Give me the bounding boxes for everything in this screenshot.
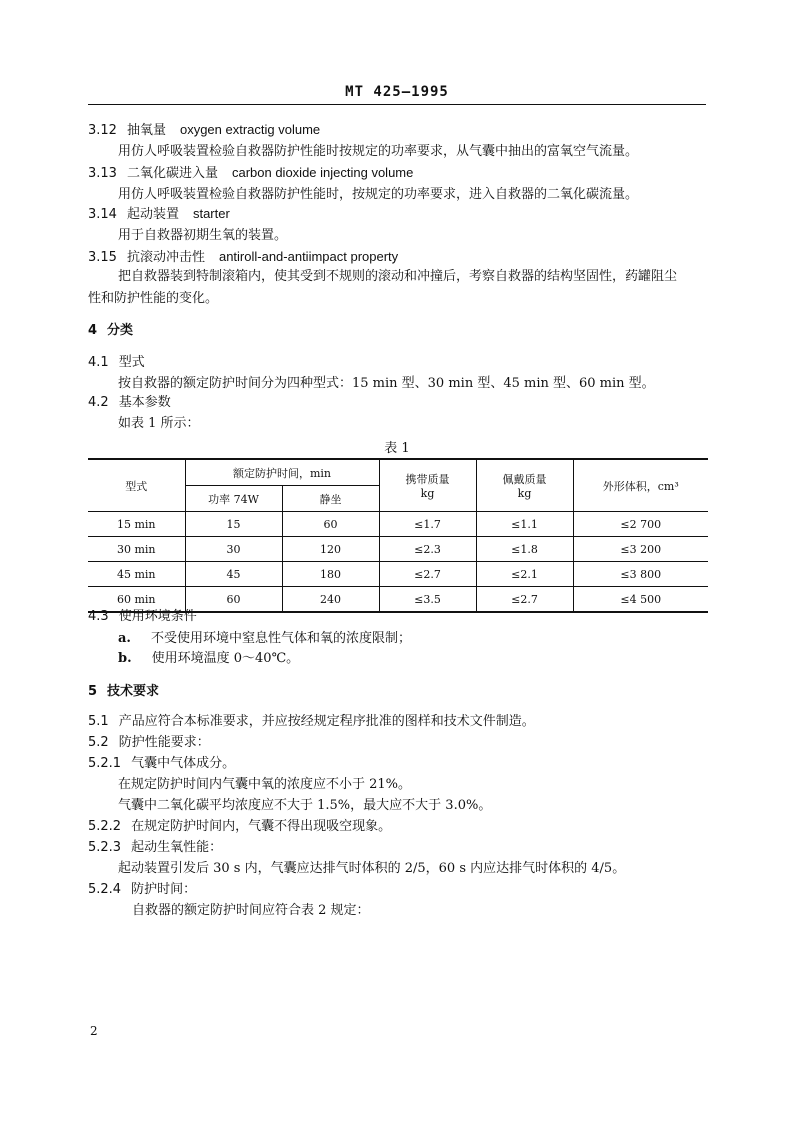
clause-3-15-body-line1: 把自救器装到特制滚箱内，使其受到不规则的滚动和冲撞后，考察自救器的结构坚固性，药罐阻尘 <box>118 269 678 284</box>
cell-rest: 240 <box>282 587 379 613</box>
clause-text: 防护性能要求： <box>118 735 210 750</box>
clause-3-15-body-line2: 性和防护性能的变化。 <box>88 291 219 306</box>
clause-4-2-body: 如表 1 所示： <box>118 416 200 431</box>
table-row <box>88 562 708 587</box>
clause-number: 3.15 <box>88 250 117 265</box>
section-4-heading <box>88 322 133 340</box>
clause-5-1 <box>88 713 535 731</box>
clause-text: 在规定防护时间内，气囊不得出现吸空现象。 <box>131 819 392 834</box>
cell-volume: ≤4 500 <box>573 587 708 613</box>
cell-carry: ≤2.7 <box>379 562 476 587</box>
header-volume: 外形体积，cm³ <box>573 459 708 512</box>
cell-volume: ≤3 800 <box>573 562 708 587</box>
item-label: a. <box>118 631 131 646</box>
cell-wear: ≤2.7 <box>476 587 573 613</box>
clause-text: 起动生氧性能： <box>131 840 223 855</box>
clause-title: 二氧化碳进入量 <box>126 166 218 181</box>
clause-number: 4.3 <box>88 609 109 624</box>
clause-english-term: antiroll-and-antiimpact property <box>218 249 399 264</box>
clause-4-2-heading <box>88 394 171 412</box>
cell-power: 30 <box>185 537 282 562</box>
header-wear-mass <box>476 459 573 512</box>
clause-title: 型式 <box>118 355 145 370</box>
cell-wear: ≤2.1 <box>476 562 573 587</box>
clause-5-2-1 <box>88 755 235 773</box>
cell-power: 45 <box>185 562 282 587</box>
clause-3-14-heading <box>88 205 230 224</box>
clause-3-13-heading <box>88 164 413 183</box>
clause-4-3-item-a <box>118 630 411 648</box>
item-text: 不受使用环境中窒息性气体和氧的浓度限制； <box>150 631 411 646</box>
clause-5-2-3 <box>88 839 222 857</box>
clause-number: 4.1 <box>88 355 109 370</box>
header-carry-mass-unit: kg <box>420 487 435 500</box>
clause-5-2-1-line1: 在规定防护时间内气囊中氧的浓度应不小于 21%。 <box>118 777 412 792</box>
clause-5-2-3-line1: 起动装置引发后 30 s 内，气囊应达排气时体积的 2/5，60 s 内应达排气时体积的 4/5。 <box>118 861 626 876</box>
clause-title: 抽氧量 <box>126 123 166 138</box>
header-wear-mass-label: 佩戴质量 <box>502 473 547 486</box>
header-type: 型式 <box>88 459 185 512</box>
header-power: 功率 74W <box>185 486 282 512</box>
cell-rest: 120 <box>282 537 379 562</box>
page-number: 2 <box>90 1024 98 1038</box>
clause-number: 5.2.4 <box>88 882 122 897</box>
clause-number: 5.2.1 <box>88 756 122 771</box>
clause-title: 使用环境条件 <box>118 609 197 624</box>
clause-text: 防护时间： <box>131 882 197 897</box>
clause-number: 5.2 <box>88 735 109 750</box>
clause-4-3-heading <box>88 608 197 626</box>
clause-title: 起动装置 <box>126 207 179 222</box>
clause-number: 5.2.2 <box>88 819 122 834</box>
header-carry-mass-label: 携带质量 <box>405 473 450 486</box>
clause-4-1-body: 按自救器的额定防护时间分为四种型式：15 min 型、30 min 型、45 min 型、60 min 型。 <box>118 376 655 391</box>
header-rest: 静坐 <box>282 486 379 512</box>
clause-3-12-body: 用仿人呼吸装置检验自救器防护性能时按规定的功率要求，从气囊中抽出的富氧空气流量。 <box>118 144 639 159</box>
clause-number: 5.1 <box>88 714 109 729</box>
header-carry-mass <box>379 459 476 512</box>
clause-english-term: oxygen extractig volume <box>179 122 321 137</box>
cell-type: 30 min <box>88 537 185 562</box>
section-title: 技术要求 <box>107 684 160 699</box>
clause-english-term: carbon dioxide injecting volume <box>231 165 414 180</box>
clause-title: 基本参数 <box>118 395 171 410</box>
clause-4-1-heading <box>88 354 145 372</box>
header-rule <box>88 104 706 105</box>
clause-5-2-2 <box>88 818 391 836</box>
clause-text: 产品应符合本标准要求，并应按经规定程序批准的图样和技术文件制造。 <box>118 714 535 729</box>
cell-type: 45 min <box>88 562 185 587</box>
table-row <box>88 537 708 562</box>
clause-3-13-body: 用仿人呼吸装置检验自救器防护性能时，按规定的功率要求，进入自救器的二氧化碳流量。 <box>118 187 639 202</box>
section-title: 分类 <box>107 323 134 338</box>
clause-title: 抗滚动冲击性 <box>126 250 205 265</box>
clause-number: 3.13 <box>88 166 117 181</box>
clause-number: 4.2 <box>88 395 109 410</box>
section-5-heading <box>88 683 159 701</box>
cell-rest: 180 <box>282 562 379 587</box>
section-number: 4 <box>88 323 98 338</box>
clause-english-term: starter <box>192 206 230 221</box>
clause-number: 5.2.3 <box>88 840 122 855</box>
cell-type: 60 min <box>88 587 185 613</box>
table-row <box>88 512 708 537</box>
clause-5-2-1-line2: 气囊中二氧化碳平均浓度应不大于 1.5%，最大应不大于 3.0%。 <box>118 798 492 813</box>
cell-carry: ≤2.3 <box>379 537 476 562</box>
clause-3-12-heading <box>88 121 320 140</box>
cell-rest: 60 <box>282 512 379 537</box>
header-rated-time: 额定防护时间，min <box>185 459 379 486</box>
parameters-table <box>88 458 708 613</box>
cell-wear: ≤1.8 <box>476 537 573 562</box>
cell-volume: ≤2 700 <box>573 512 708 537</box>
clause-4-3-item-b <box>118 650 299 668</box>
clause-number: 3.12 <box>88 123 117 138</box>
clause-5-2-4 <box>88 881 196 899</box>
cell-power: 15 <box>185 512 282 537</box>
cell-type: 15 min <box>88 512 185 537</box>
cell-carry: ≤3.5 <box>379 587 476 613</box>
cell-volume: ≤3 200 <box>573 537 708 562</box>
header-wear-mass-unit: kg <box>517 487 532 500</box>
item-label: b. <box>118 651 132 666</box>
table-caption: 表 1 <box>384 441 410 456</box>
clause-5-2-4-line1: 自救器的额定防护时间应符合表 2 规定： <box>132 903 370 918</box>
cell-power: 60 <box>185 587 282 613</box>
clause-number: 3.14 <box>88 207 117 222</box>
document-header: MT 425—1995 <box>345 84 449 100</box>
section-number: 5 <box>88 684 98 699</box>
cell-carry: ≤1.7 <box>379 512 476 537</box>
clause-3-14-body: 用于自救器初期生氧的装置。 <box>118 228 288 243</box>
clause-5-2 <box>88 734 210 752</box>
cell-wear: ≤1.1 <box>476 512 573 537</box>
item-text: 使用环境温度 0～40℃。 <box>151 651 300 666</box>
clause-3-15-heading <box>88 248 398 267</box>
clause-text: 气囊中气体成分。 <box>131 756 236 771</box>
